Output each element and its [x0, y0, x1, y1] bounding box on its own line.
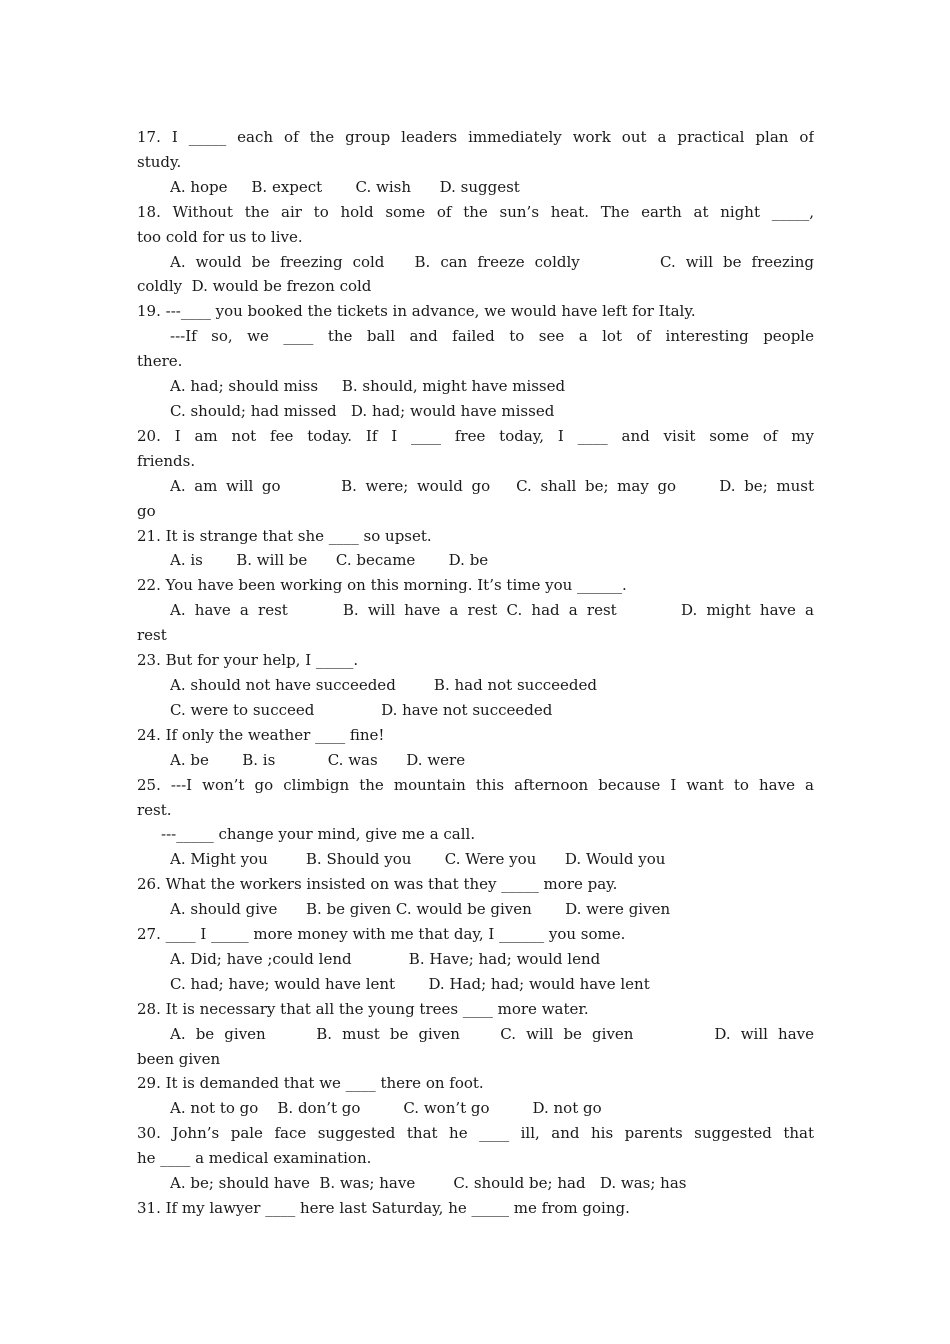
question-19-options-1: A. had; should miss B. should, might have missed: [170, 377, 566, 395]
question-23-line-1: 23. But for your help, I _____.: [137, 651, 359, 669]
question-18-line-1: 18. Without the air to hold some of the sun’s heat. The earth at night _____,: [137, 203, 814, 221]
question-20-line-1: 20. I am not fee today. If I ____ free today, I ____ and visit some of my: [137, 427, 814, 445]
question-22-options-2: rest: [137, 626, 167, 644]
question-27-options-2: C. had; have; would have lent D. Had; had; would have lent: [170, 975, 650, 993]
question-25-line-1: 25. ---I won’t go climbign the mountain this afternoon because I want to have a: [137, 776, 814, 794]
question-24-line-1: 24. If only the weather ____ fine!: [137, 726, 385, 744]
question-28-options-1: A. be given B. must be given C. will be given D. will have: [170, 1025, 814, 1043]
question-18-options-2: coldly D. would be frezon cold: [137, 277, 372, 295]
question-18-options-1: A. would be freezing cold B. can freeze coldly C. will be freezing: [170, 253, 814, 271]
question-19-line-3: there.: [137, 352, 183, 370]
question-17-line-2: study.: [137, 153, 182, 171]
question-20-options-2: go: [137, 502, 156, 520]
question-26-line-1: 26. What the workers insisted on was that they _____ more pay.: [137, 875, 618, 893]
question-17-line-1: 17. I _____ each of the group leaders immediately work out a practical plan of: [137, 128, 814, 146]
question-21-options: A. is B. will be C. became D. be: [170, 551, 489, 569]
question-24-options: A. be B. is C. was D. were: [170, 751, 466, 769]
question-30-line-1: 30. John’s pale face suggested that he ____ ill, and his parents suggested that: [137, 1124, 814, 1142]
question-19-line-1: 19. ---____ you booked the tickets in advance, we would have left for Italy.: [137, 302, 696, 320]
question-27-options-1: A. Did; have ;could lend B. Have; had; would lend: [170, 950, 601, 968]
question-25-options: A. Might you B. Should you C. Were you D. Would you: [170, 850, 666, 868]
question-18-line-2: too cold for us to live.: [137, 228, 303, 246]
question-25-line-2: rest.: [137, 801, 172, 819]
question-30-options: A. be; should have B. was; have C. should be; had D. was; has: [170, 1174, 687, 1192]
question-22-line-1: 22. You have been working on this morning. It’s time you ______.: [137, 576, 627, 594]
question-23-options-2: C. were to succeed D. have not succeeded: [170, 701, 553, 719]
question-26-options: A. should give B. be given C. would be given D. were given: [170, 900, 671, 918]
question-20-options-1: A. am will go B. were; would go C. shall be; may go D. be; must: [170, 477, 814, 495]
question-19-options-2: C. should; had missed D. had; would have missed: [170, 402, 555, 420]
question-28-options-2: been given: [137, 1050, 221, 1068]
question-21-line-1: 21. It is strange that she ____ so upset.: [137, 527, 432, 545]
question-29-options: A. not to go B. don’t go C. won’t go D. not go: [170, 1099, 602, 1117]
question-19-line-2: ---If so, we ____ the ball and failed to see a lot of interesting people: [170, 327, 814, 345]
question-23-options-1: A. should not have succeeded B. had not succeeded: [170, 676, 597, 694]
question-30-line-2: he ____ a medical examination.: [137, 1149, 372, 1167]
question-20-line-2: friends.: [137, 452, 196, 470]
question-29-line-1: 29. It is demanded that we ____ there on foot.: [137, 1074, 484, 1092]
question-22-options-1: A. have a rest B. will have a rest C. had a rest D. might have a: [170, 601, 814, 619]
question-31-line-1: 31. If my lawyer ____ here last Saturday, he _____ me from going.: [137, 1199, 630, 1217]
question-28-line-1: 28. It is necessary that all the young trees ____ more water.: [137, 1000, 589, 1018]
question-27-line-1: 27. ____ I _____ more money with me that day, I ______ you some.: [137, 925, 626, 943]
question-17-options: A. hope B. expect C. wish D. suggest: [170, 178, 520, 196]
question-25-line-3: ---_____ change your mind, give me a call.: [161, 825, 476, 843]
